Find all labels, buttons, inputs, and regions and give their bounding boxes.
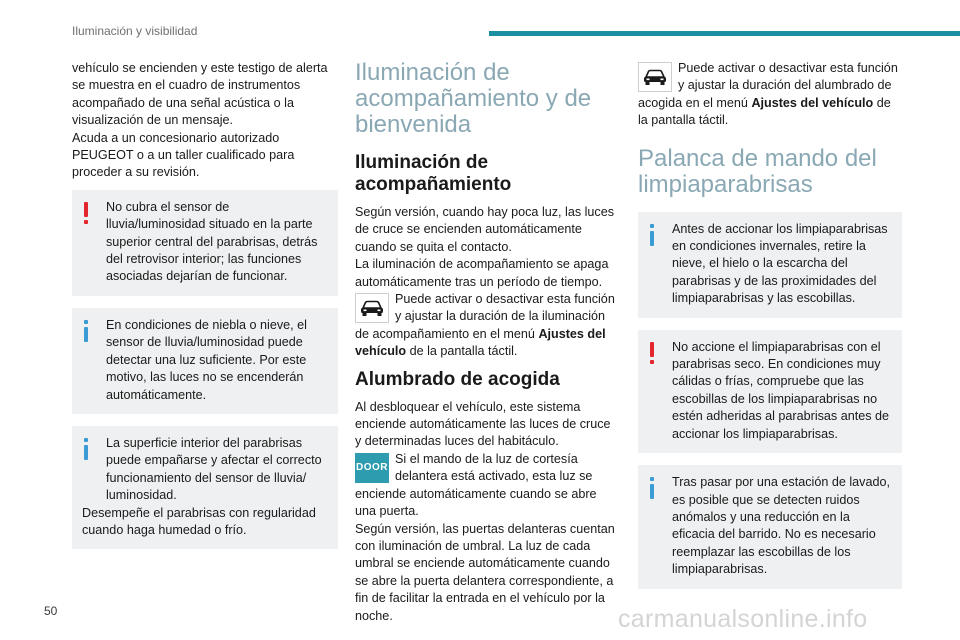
paragraph: La iluminación de acompañamiento se apaga automáticamente tras un período de tiempo. <box>355 257 609 289</box>
page-number: 50 <box>44 604 58 618</box>
paragraph: de la pantalla táctil. <box>406 344 518 359</box>
watermark: carmanualsonline.info <box>618 605 868 633</box>
paragraph: vehículo se encienden y este testigo de alerta se muestra en el cuadro de instrumentos acompañado de una señal acústica o la visualización de un mensaje. <box>72 61 328 128</box>
info-text: Tras pasar por una estación de lavado, es posible que se detecten ruidos anómalos y una reducción en la eficacia del barrido. No es necesario reemplazar las escobillas de los limpiaparabrisas. <box>672 475 890 577</box>
paragraph: Al desbloquear el vehículo, este sistema enciende automáticamente las luces de cruce y determinadas luces del habitáculo. <box>355 399 611 449</box>
door-light-icon: DOOR <box>355 453 389 483</box>
subsection-heading: Iluminación de acompañamiento <box>355 152 512 195</box>
column-3 <box>638 60 902 601</box>
icon-paragraph <box>355 291 620 361</box>
paragraph: Acuda a un concesionario autorizado PEUGEOT o a un taller cualificado para proceder a su revisión. <box>72 130 295 180</box>
info-icon <box>82 320 90 342</box>
icon-paragraph <box>638 60 902 130</box>
paragraph: Según versión, las puertas delanteras cuentan con iluminación de umbral. La luz de cada umbral se enciende automáticamente cuando se abre la puerta delantera correspondiente, a fin de facilitar la entrada en el vehículo por la noche. <box>355 521 615 623</box>
info-text: La superficie interior del parabrisas puede empañarse y afectar el correcto funcionamiento del sensor de lluvia/ luminosidad. <box>106 435 322 503</box>
menu-name: Ajustes del vehículo <box>751 95 874 110</box>
icon-paragraph <box>355 451 620 521</box>
info-icon <box>648 224 656 246</box>
column-2 <box>355 60 620 633</box>
info-box <box>638 212 902 318</box>
paragraph: Según versión, cuando hay poca luz, las luces de cruce se encienden automáticamente cuando se quita el contacto. <box>355 205 615 254</box>
info-text: Antes de accionar los limpiaparabrisas en condiciones invernales, retire la nieve, el hielo o la escarcha del parabrisas y de las proximidades del limpiaparabrisas y las escobillas. <box>672 221 888 306</box>
warning-box <box>72 190 338 296</box>
warning-text: No accione el limpiaparabrisas con el parabrisas seco. En condiciones muy cálidas o frías, compruebe que las escobillas de los limpiaparabrisas no estén adheridas al parabrisas antes de accionar los limpiaparabrisas. <box>672 339 890 441</box>
info-box <box>638 465 902 588</box>
car-settings-icon <box>638 62 672 92</box>
header-accent-bar <box>489 31 960 36</box>
info-icon <box>648 477 656 499</box>
info-box <box>72 426 338 549</box>
column-1 <box>72 60 338 561</box>
warning-icon <box>82 202 90 224</box>
warning-icon <box>648 342 656 364</box>
warning-text: No cubra el sensor de lluvia/luminosidad situado en la parte superior central del parabrisas, detrás del retrovisor interior; las funciones asociadas dejarían de funcionar. <box>106 199 318 284</box>
section-heading: Iluminación de acompañamiento y de bienvenida <box>355 59 592 138</box>
section-heading: Palanca de mando del limpiaparabrisas <box>638 144 877 198</box>
info-icon <box>82 438 90 460</box>
paragraph: de la pantalla táctil. <box>638 95 891 128</box>
paragraph: Puede activar o desactivar esta función y ajustar la duración del alumbrado de acogida en el menú <box>638 61 898 110</box>
info-box <box>72 308 338 414</box>
subsection-heading: Alumbrado de acogida <box>355 368 560 390</box>
info-text: En condiciones de niebla o nieve, el sensor de lluvia/luminosidad puede detectar una luz suficiente. Por este motivo, las luces no se encenderán automáticamente. <box>106 317 307 402</box>
warning-box <box>638 330 902 453</box>
car-settings-icon <box>355 293 389 323</box>
paragraph: Puede activar o desactivar esta función y ajustar la duración de la iluminación de acompañamiento en el menú <box>355 292 615 341</box>
info-text: Desempeñe el parabrisas con regularidad cuando haga humedad o frío. <box>82 505 316 537</box>
menu-name: Ajustes del vehículo <box>355 326 606 359</box>
section-title: Iluminación y visibilidad <box>72 24 198 38</box>
paragraph: Si el mando de la luz de cortesía delantera está activado, esta luz se enciende automáticamente cuando se abre una puerta. <box>355 451 597 519</box>
